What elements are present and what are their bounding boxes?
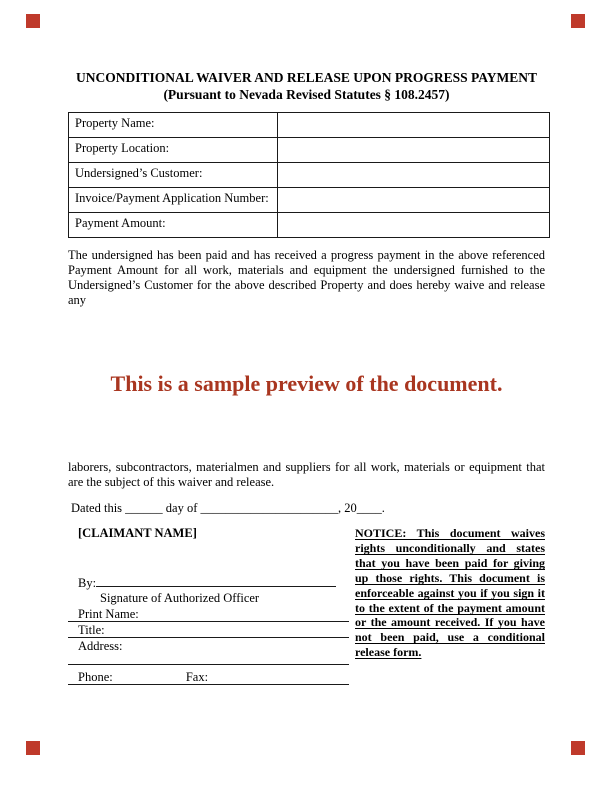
row-value <box>278 213 550 238</box>
signature-block <box>68 526 349 685</box>
table-row-property-location <box>69 138 550 163</box>
print-name-row <box>68 606 349 622</box>
notice-text: NOTICE: This document waives rights unconditionally and states that you have been paid for giving up those rights. This document is enforceable against you if you sign it to the extent of the payment amount or the amount received. If you have not been paid, use a conditional release form. <box>355 526 545 660</box>
row-value <box>278 163 550 188</box>
corner-marker-top-left <box>26 14 40 28</box>
row-label: Payment Amount: <box>69 213 278 238</box>
row-value <box>278 138 550 163</box>
row-label: Property Name: <box>69 113 278 138</box>
corner-marker-bottom-left <box>26 741 40 755</box>
by-signature-row <box>68 574 336 591</box>
address-label: Address: <box>78 639 123 653</box>
signature-caption: Signature of Authorized Officer <box>100 591 260 605</box>
row-label: Invoice/Payment Application Number: <box>69 188 278 213</box>
document-title <box>68 70 545 103</box>
row-label: Undersigned’s Customer: <box>69 163 278 188</box>
table-row-invoice-number <box>69 188 550 213</box>
fax-label: Fax: <box>185 670 209 684</box>
row-label: Property Location: <box>69 138 278 163</box>
body-paragraph-1: The undersigned has been paid and has received a progress payment in the above referenced Payment Amount for all work, materials and equipment the undersigned furnished to the Undersigned’s Customer for the above described Property and does hereby waive and release any <box>68 248 545 307</box>
phone-label: Phone: <box>78 670 113 684</box>
title-label: Title: <box>78 623 105 637</box>
document-title-line1: UNCONDITIONAL WAIVER AND RELEASE UPON PROGRESS PAYMENT <box>75 70 538 85</box>
title-row <box>68 622 349 638</box>
address-row <box>68 638 349 653</box>
phone-fax-row <box>68 665 349 685</box>
property-info-table <box>68 112 550 238</box>
claimant-name: [CLAIMANT NAME] <box>78 526 197 540</box>
corner-marker-top-right <box>571 14 585 28</box>
table-row-undersigneds-customer <box>69 163 550 188</box>
dated-line: Dated this ______ day of ______________________, 20____. <box>71 501 385 515</box>
table-row-property-name <box>69 113 550 138</box>
sample-preview-watermark: This is a sample preview of the document. <box>110 371 503 396</box>
table-row-payment-amount <box>69 213 550 238</box>
by-label: By: <box>78 576 97 590</box>
corner-marker-bottom-right <box>571 741 585 755</box>
document-content <box>68 70 550 685</box>
row-value <box>278 113 550 138</box>
document-title-line2: (Pursuant to Nevada Revised Statutes § 108.2457) <box>163 86 450 102</box>
print-name-label: Print Name: <box>78 607 139 621</box>
body-paragraph-2: laborers, subcontractors, materialmen and suppliers for all work, materials or equipment that are the subject of this waiver and release. <box>68 460 545 489</box>
address-blank-line <box>68 653 349 665</box>
signature-blank-line <box>96 574 336 587</box>
signature-and-notice-section <box>68 526 545 685</box>
row-value <box>278 188 550 213</box>
